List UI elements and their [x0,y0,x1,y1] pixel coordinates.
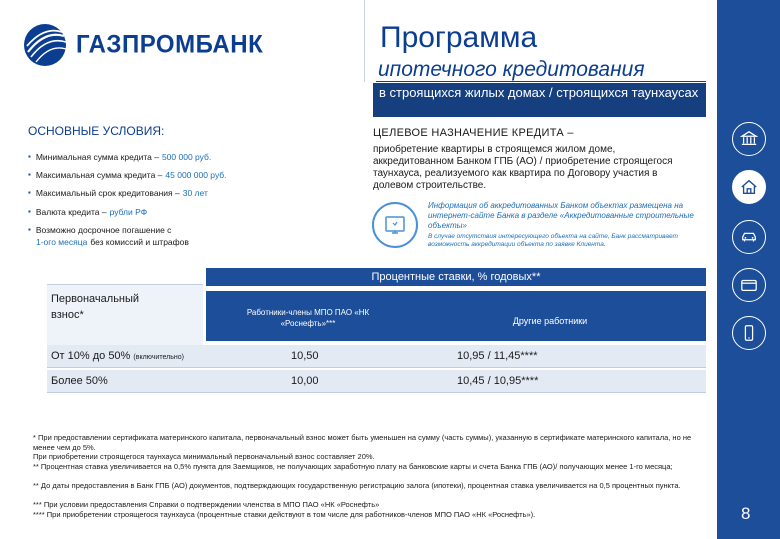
footnote: ** До даты предоставления в Банк ГПБ (АО) документов, подтверждающих государственную регистрацию залога (ипотеки), процентная ставка увеличивается на 0,5 процентных пункта. [33,481,681,490]
first-payment-header: Первоначальный взнос* [47,284,203,345]
conditions-title: ОСНОВНЫЕ УСЛОВИЯ: [28,124,165,138]
column-header-rosneft: Работники-члены МПО ПАО «НК «Роснефть»*** [246,308,370,328]
table-row: Более 50% 10,00 10,45 / 10,95**** [47,370,706,393]
title-rule [376,81,706,82]
footnote: * При предоставлении сертификата материнского капитала, первоначальный взнос может быть уменьшен на сумму (часть суммы), указанную в сертификате материнского капитала, но не менее чем до 5%. [33,433,692,452]
house-icon [732,170,766,204]
card-icon [732,268,766,302]
condition-item: ▪ Возможно досрочное погашение с [28,225,172,235]
gazprombank-logo [22,22,263,68]
right-sidebar [717,0,780,539]
page-title: Программа [380,21,538,54]
target-text: приобретение квартиры в строящемся жилом доме, аккредитованном Банком ГПБ (АО) / приобретение строящегося таунхауса, реализуемого как квартира по Договору участия в долевом строительстве. [373,144,673,191]
car-icon [732,220,766,254]
subtitle-banner: в строящихся жилых домах / строящихся таунхаусах [373,83,706,117]
logo-text: ГАЗПРОМБАНК [76,30,264,59]
target-title: ЦЕЛЕВОЕ НАЗНАЧЕНИЕ КРЕДИТА – [373,127,574,139]
page-subtitle: ипотечного кредитования [378,58,645,81]
condition-item: ▪ Максимальный срок кредитования – 30 лет [28,188,208,198]
table-row: От 10% до 50% (включительно) 10,50 10,95 / 11,45**** [47,345,706,368]
mobile-phone-icon [732,316,766,350]
footnote: При приобретении строящегося таунхауса минимальный первоначальный взнос составляет 20%. [33,452,375,461]
condition-item-continued: 1-ого месяца без комиссий и штрафов [36,237,189,247]
website-icon [372,202,418,248]
accredited-objects-link[interactable]: Информация об аккредитованных Банком объектах размещена на интернет-сайте Банка в разделе «Аккредитованные строительные объекты» [428,201,694,230]
footnote: ** Процентная ставка увеличивается на 0,5% пункта для Заемщиков, не получающих заработную плату на банковские карты и счета Банка ГПБ (АО)/ получающих менее 1-го месяца; [33,462,673,471]
footnote: **** При приобретении строящегося таунхауса (процентные ставки действуют в том числе для работников-членов МПО ПАО «НК «Роснефть»). [33,510,536,519]
header-divider [364,0,365,82]
footnote: *** При условии предоставления Справки о подтверждении членства в МПО ПАО «НК «Роснефть» [33,500,380,509]
bank-icon [732,122,766,156]
page-number: 8 [741,504,751,523]
condition-item: ▪ Минимальная сумма кредита – 500 000 руб. [28,152,212,162]
condition-item: ▪ Максимальная сумма кредита – 45 000 000 руб. [28,170,227,180]
rates-header: Процентные ставки, % годовых** [206,268,706,286]
condition-item: ▪ Валюта кредита – рубли РФ [28,207,148,217]
globe-logo-icon [22,22,68,68]
column-header-other: Другие работники [512,316,588,326]
info-note: В случае отсутствия интересующего объекта на сайте, Банк рассматривает возможность аккредитации объекта по заявке Клиента. [428,233,678,248]
